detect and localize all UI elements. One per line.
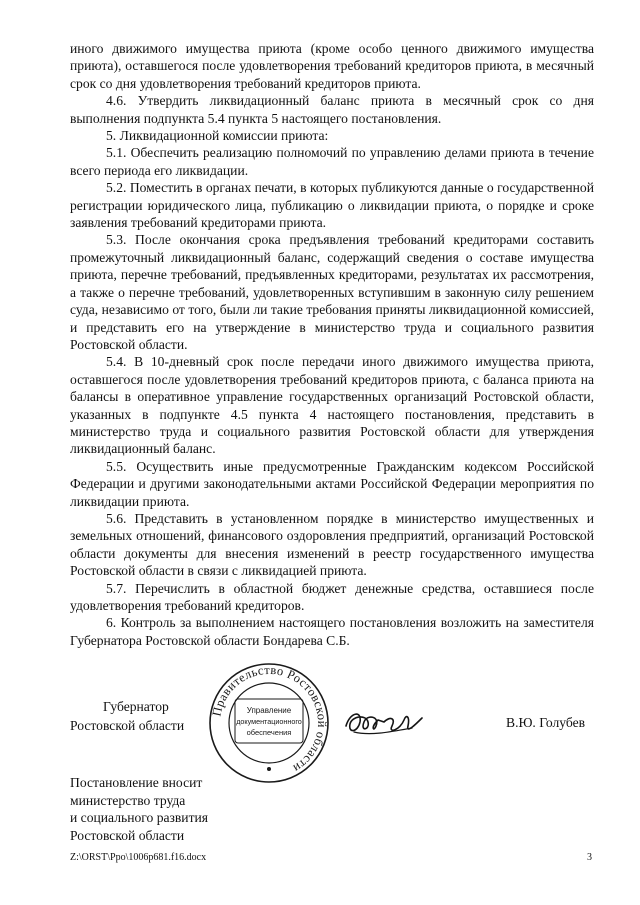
paragraph: 5.3. После окончания срока предъявления требований кредиторами составить промежуточный ликвидационный баланс, содержащий сведения о составе имущества приюта, перечне требований, предъявленных кредиторами, результатах их рассмотрения, а также о перечне требований, удовлетворенных вступившим в законную силу решением суда, независимо от того, были ли такие требования приняты ликвидационной комиссией, и представить его на утверждение в министерство труда и социального развития Ростовской области. [70,232,594,352]
document-body [70,40,594,649]
submission-note-line1: Постановление вносит [70,775,203,790]
signatory-title-line1: Губернатор [103,699,169,714]
seal-inner-line2: документационного [236,717,302,726]
submission-note [70,774,290,844]
file-path: Z:\ORST\Ppo\1006p681.f16.docx [70,852,207,863]
paragraph: иного движимого имущества приюта (кроме особо ценного движимого имущества приюта), оставшегося после удовлетворения требований кредиторов приюта, в месячный срок со дня удовлетворения требований кредиторов приюта. [70,41,594,91]
paragraph: 4.6. Утвердить ликвидационный баланс приюта в месячный срок со дня выполнения подпункта 5.4 пункта 5 настоящего постановления. [70,93,594,126]
paragraph: 5.7. Перечислить в областной бюджет денежные средства, оставшиеся после удовлетворения требований кредиторов. [70,580,594,613]
paragraph: 5. Ликвидационной комиссии приюта: [106,128,329,144]
paragraph: 5.5. Осуществить иные предусмотренные Гражданским кодексом Российской Федерации и другими законодательными актами Российской Федерации мероприятия по ликвидации приюта. [70,458,594,509]
official-seal [207,661,331,785]
signer-name: В.Ю. Голубев [506,715,586,730]
submission-note-line3: и социального развития [70,810,209,825]
seal-inner-line1: Управление [246,706,292,715]
signatory-title [70,697,210,735]
submission-note-line2: министерство труда [70,792,186,808]
seal-inner-line3: обеспечения [246,728,292,737]
submission-note-line4: Ростовской области [70,827,185,843]
paragraph: 6. Контроль за выполнением настоящего постановления возложить на заместителя Губернатора Ростовской области Бондарева С.Б. [70,615,594,648]
paragraph: 5.4. В 10-дневный срок после передачи иного движимого имущества приюта, оставшегося после удовлетворения требований кредиторов приюта, с баланса приюта на балансы в оперативное управление государственных организаций Ростовской области, указанных в подпункте 4.5 пункта 4 настоящего постановления, представить в министерство труда и социального развития Ростовской области для утверждения ликвидационный баланс. [70,354,594,457]
signatory-title-line2: Ростовской области [70,718,185,733]
seal-star-icon [267,767,271,771]
paragraph: 5.6. Представить в установленном порядке в министерство имущественных и земельных отношений, финансового оздоровления предприятий, организаций Ростовской области документы для внесения изменений в реестр государственного имущества Ростовской области в связи с ликвидацией приюта. [70,510,594,579]
paragraph: 5.2. Поместить в органах печати, в которых публикуются данные о государственной регистрации юридического лица, публикацию о ликвидации приюта, о порядке и сроке заявления требований кредиторами приюта. [70,180,594,231]
seal-ring-text: Правительство Ростовской области [209,662,330,776]
paragraph: 5.1. Обеспечить реализацию полномочий по управлению делами приюта в течение всего периода его ликвидации. [70,145,594,178]
page-number: 3 [587,852,592,863]
handwritten-signature [340,702,440,744]
